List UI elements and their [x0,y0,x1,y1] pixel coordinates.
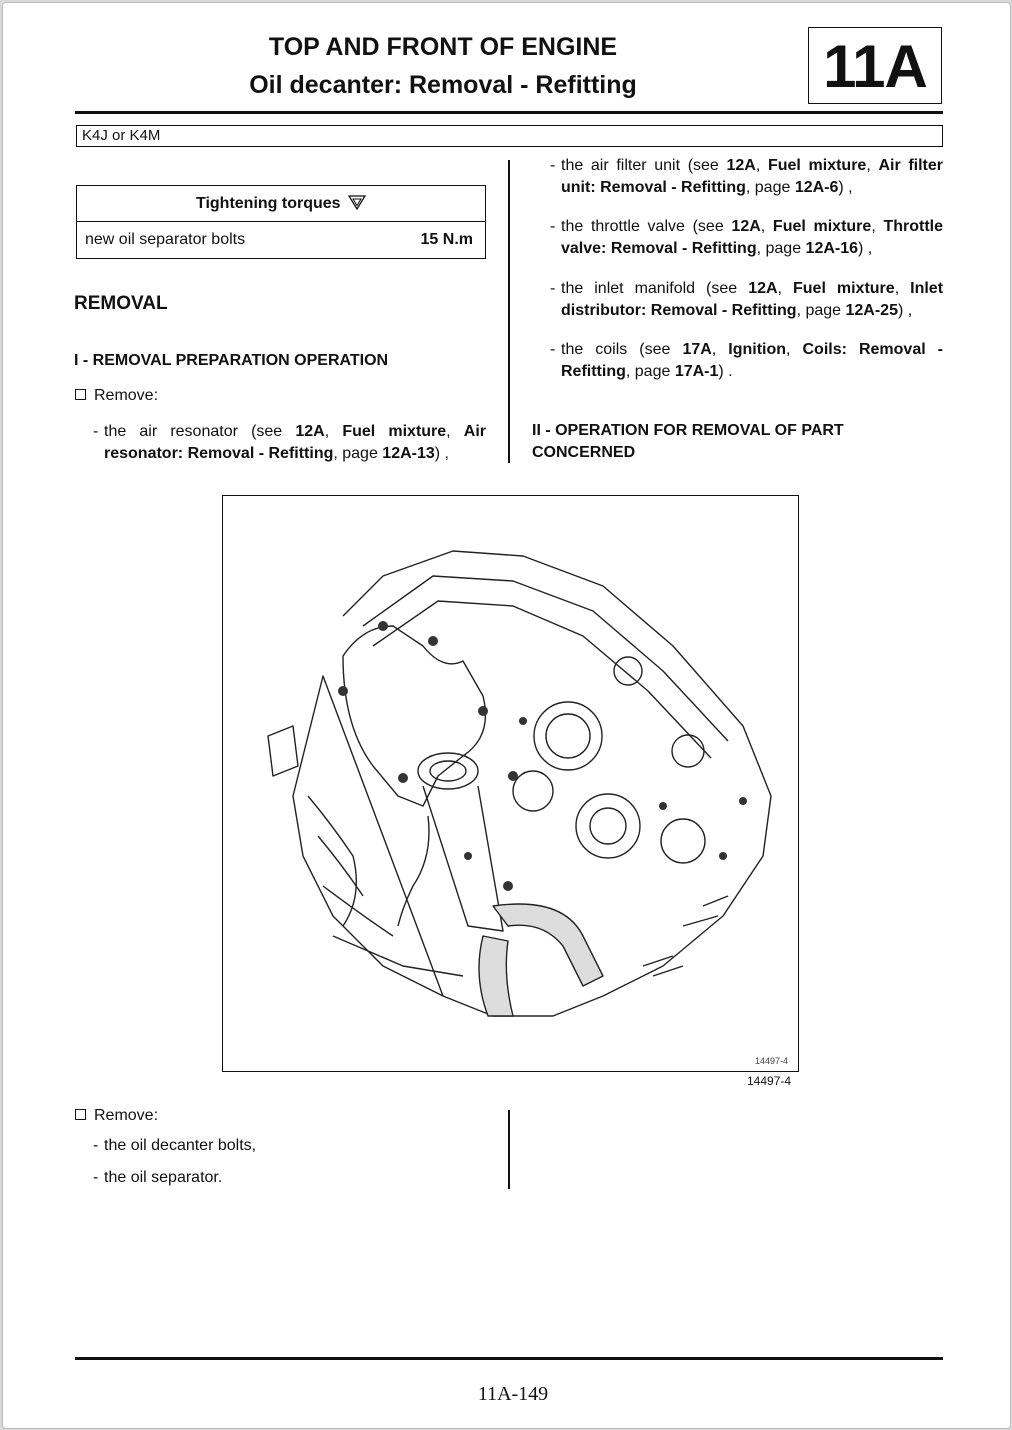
dash-icon: - [93,1169,99,1186]
remove-bullet-2 [75,1107,158,1125]
dash-icon: - [550,218,556,235]
page [2,2,1011,1429]
page-title: TOP AND FRONT OF ENGINE [268,33,618,61]
removal-heading: REMOVAL [74,293,168,314]
torque-row [77,222,485,258]
page-number: 11A-149 [477,1383,549,1405]
torque-table [76,185,486,259]
list-item: - the throttle valve (see 12A, Fuel mixture, Throttle valve: Removal - Refitting, page 12A-16) , [550,218,943,257]
dash-icon: - [550,341,556,358]
column-divider-bottom [508,1110,510,1189]
section1-heading: I - REMOVAL PREPARATION OPERATION [74,352,389,369]
list-item: - the air filter unit (see 12A, Fuel mixture, Air filter unit: Removal - Refitting, page 12A-6) , [550,157,943,196]
torque-table-header [77,186,485,222]
page-subtitle: Oil decanter: Removal - Refitting [249,71,637,99]
torque-value: 15 N.m [420,231,473,248]
figure-ref-inside: 14497-4 [755,1056,789,1066]
dash-icon: - [550,157,556,174]
torque-table-heading: Tightening torques [195,195,341,212]
dash-icon: - [93,1137,99,1154]
torque-symbol-icon [348,194,366,210]
column-divider-top [508,160,510,463]
list-item: - the oil decanter bolts, [104,1135,484,1157]
header-rule [75,111,943,114]
chapter-badge: 11A [808,27,942,104]
list-item: - the air resonator (see 12A, Fuel mixture, Air resonator: Removal - Refitting, page 12A-13) , [93,423,487,462]
remove-label: Remove: [94,387,159,404]
remove-label: Remove: [94,1107,159,1124]
dash-icon: - [550,280,556,297]
list-item: - the oil separator. [104,1167,484,1189]
section2-heading: II - OPERATION FOR REMOVAL OF PART CONCERNED [532,422,844,461]
footer-rule [75,1357,943,1360]
remove-bullet [75,387,158,405]
engine-type-bar: K4J or K4M [76,125,943,147]
engine-drawing [223,496,797,1070]
checkbox-bullet-icon [75,1109,86,1120]
list-item: - the coils (see 17A, Ignition, Coils: Removal - Refitting, page 17A-1) . [550,341,944,380]
list-item: - the inlet manifold (see 12A, Fuel mixture, Inlet distributor: Removal - Refitting, page 12A-25) , [550,280,944,319]
dash-icon: - [93,423,99,440]
torque-label: new oil separator bolts [85,231,246,248]
figure-caption: 14497-4 [747,1074,792,1088]
engine-illustration [222,495,799,1072]
checkbox-bullet-icon [75,389,86,400]
